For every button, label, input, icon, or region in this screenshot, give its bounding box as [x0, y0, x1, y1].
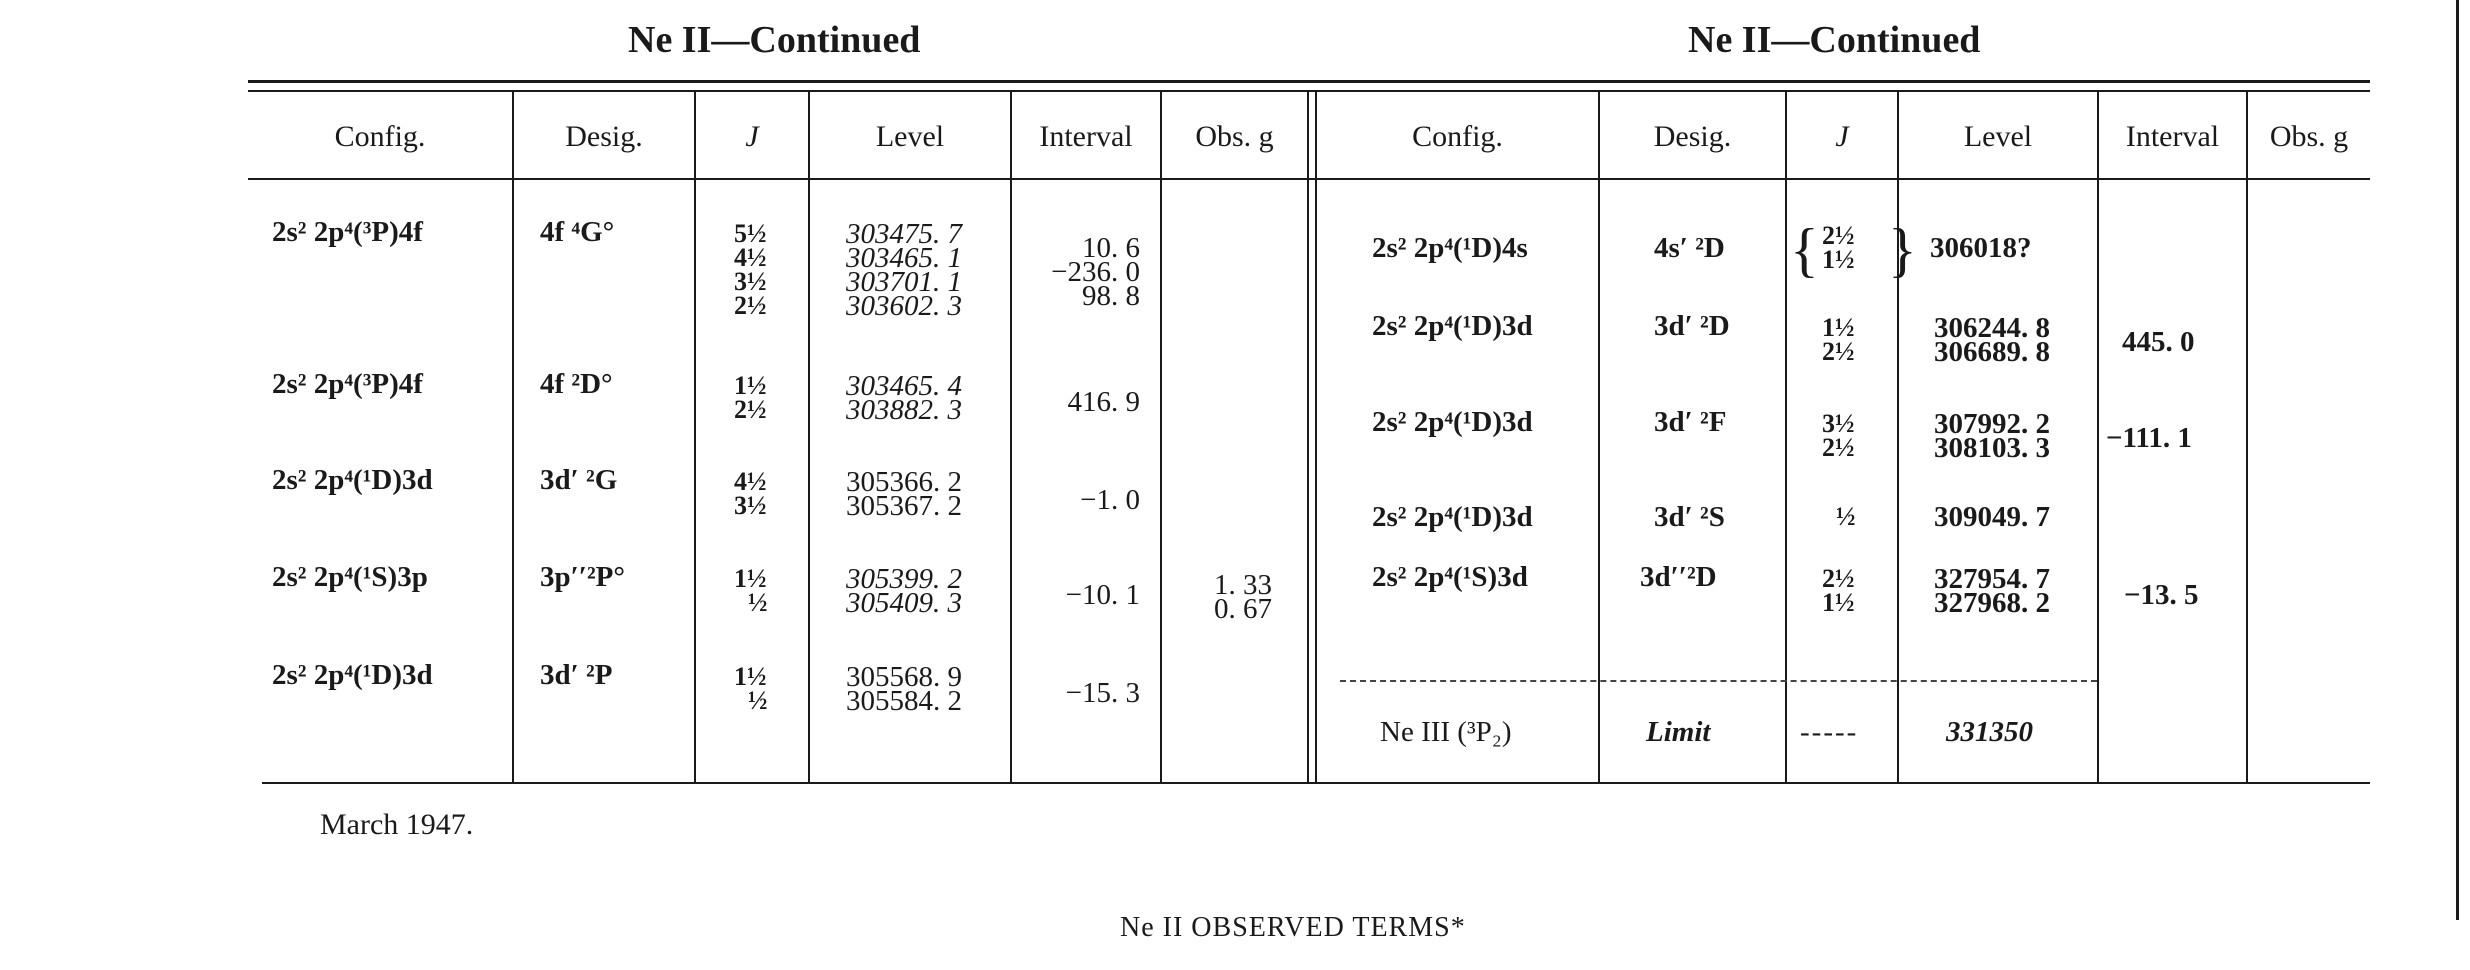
col-sep: [808, 92, 810, 782]
interval-cell: 10. 6 −236. 0 98. 8: [1051, 232, 1140, 312]
header-level: Level: [875, 120, 945, 153]
next-section-title: Ne II OBSERVED TERMS*: [1120, 912, 1466, 943]
top-rule-inner: [248, 90, 2370, 92]
bottom-rule: [262, 782, 2370, 784]
config-cell: 2s² 2p⁴(³P)4f: [272, 368, 423, 400]
left-table-title: Ne II—Continued: [628, 19, 921, 61]
col-sep: [512, 92, 514, 782]
header-rule: [248, 178, 2370, 180]
limit-config-cell: Ne III (³P₂): [1380, 716, 1512, 748]
limit-desig-cell: Limit: [1646, 716, 1711, 748]
j-cell: 1½ ½: [734, 564, 768, 617]
col-sep: [2246, 92, 2248, 782]
col-sep: [1010, 92, 1012, 782]
config-cell: 2s² 2p⁴(¹D)3d: [1372, 406, 1533, 438]
obs-g-cell: 1. 33 0. 67: [1214, 569, 1272, 625]
level-cell: 303475. 7 303465. 1 303701. 1 303602. 3: [846, 218, 962, 322]
config-cell: 2s² 2p⁴(¹D)4s: [1372, 232, 1528, 264]
desig-cell: 3d′ ²S: [1654, 501, 1725, 533]
level-cell: 306018?: [1930, 232, 2032, 264]
level-cell: 307992. 2 308103. 3: [1934, 408, 2050, 464]
level-cell: 305399. 2 305409. 3: [846, 563, 962, 619]
col-sep: [2097, 92, 2099, 782]
level-cell: 305366. 2 305367. 2: [846, 466, 962, 522]
level-cell: 327954. 7 327968. 2: [1934, 563, 2050, 619]
config-cell: 2s² 2p⁴(¹S)3d: [1372, 561, 1528, 593]
level-cell: 306244. 8 306689. 8: [1934, 312, 2050, 368]
desig-cell: 3d′ ²F: [1654, 406, 1727, 438]
desig-cell: 4s′ ²D: [1654, 232, 1725, 264]
col-sep: [1785, 92, 1787, 782]
level-cell: 303465. 4 303882. 3: [846, 370, 962, 426]
level-cell: 305568. 9 305584. 2: [846, 661, 962, 717]
j-cell: 3½ 2½: [1822, 409, 1855, 462]
j-cell: 4½ 3½: [734, 467, 767, 520]
right-table-title: Ne II—Continued: [1688, 19, 1981, 61]
col-sep: [694, 92, 696, 782]
j-cell: 2½ 1½: [1822, 564, 1855, 617]
limit-level-cell: 331350: [1946, 716, 2033, 748]
j-cell: 1½ ½: [734, 662, 768, 715]
interval-cell: 445. 0: [2122, 326, 2195, 358]
j-cell: ½: [1836, 502, 1856, 531]
col-sep: [1160, 92, 1162, 782]
interval-cell: −13. 5: [2124, 579, 2199, 611]
desig-cell: 3d′ ²G: [540, 464, 618, 496]
footnote-date: March 1947.: [320, 808, 474, 841]
header-interval: Interval: [1039, 120, 1133, 153]
interval-cell: −1. 0: [1080, 484, 1140, 516]
header-level: Level: [1963, 120, 2033, 153]
col-sep: [1897, 92, 1899, 782]
desig-cell: 3p′′²P°: [540, 561, 625, 593]
interval-cell: 416. 9: [1067, 386, 1140, 418]
j-cell: 2½ 1½: [1822, 221, 1855, 274]
desig-cell: 3d′′²D: [1640, 561, 1717, 593]
page-edge: [2456, 0, 2459, 920]
left-brace-icon: {: [1790, 217, 1819, 283]
j-cell: 1½ 2½: [734, 371, 767, 424]
desig-cell: 3d′ ²P: [540, 659, 613, 691]
table-divider: [1315, 92, 1317, 782]
config-cell: 2s² 2p⁴(¹S)3p: [272, 561, 428, 593]
interval-cell: −15. 3: [1065, 677, 1140, 709]
limit-j-cell: -----: [1800, 716, 1859, 748]
config-cell: 2s² 2p⁴(¹D)3d: [272, 659, 433, 691]
header-config: Config.: [334, 120, 426, 153]
table-divider: [1307, 92, 1309, 782]
right-brace-icon: }: [1888, 217, 1917, 283]
limit-separator: [1340, 680, 2097, 682]
header-config: Config.: [1412, 120, 1503, 153]
desig-cell: 4f ⁴G°: [540, 216, 615, 248]
header-desig: Desig.: [565, 120, 643, 153]
col-sep: [1598, 92, 1600, 782]
desig-cell: 3d′ ²D: [1654, 310, 1730, 342]
top-rule: [248, 80, 2370, 83]
j-cell: 1½ 2½: [1822, 313, 1855, 366]
header-j: J: [1835, 120, 1849, 153]
header-desig: Desig.: [1653, 120, 1732, 153]
interval-cell: −111. 1: [2106, 422, 2192, 454]
header-obs-g: Obs. g: [2269, 120, 2349, 153]
desig-cell: 4f ²D°: [540, 368, 613, 400]
j-cell: 5½ 4½ 3½ 2½: [734, 219, 767, 320]
config-cell: 2s² 2p⁴(¹D)3d: [1372, 310, 1533, 342]
header-obs-g: Obs. g: [1195, 120, 1274, 153]
config-cell: 2s² 2p⁴(¹D)3d: [1372, 501, 1533, 533]
header-interval: Interval: [2125, 120, 2220, 153]
config-cell: 2s² 2p⁴(¹D)3d: [272, 464, 433, 496]
interval-cell: −10. 1: [1065, 579, 1140, 611]
level-cell: 309049. 7: [1934, 501, 2050, 533]
header-j: J: [745, 120, 759, 153]
config-cell: 2s² 2p⁴(³P)4f: [272, 216, 423, 248]
